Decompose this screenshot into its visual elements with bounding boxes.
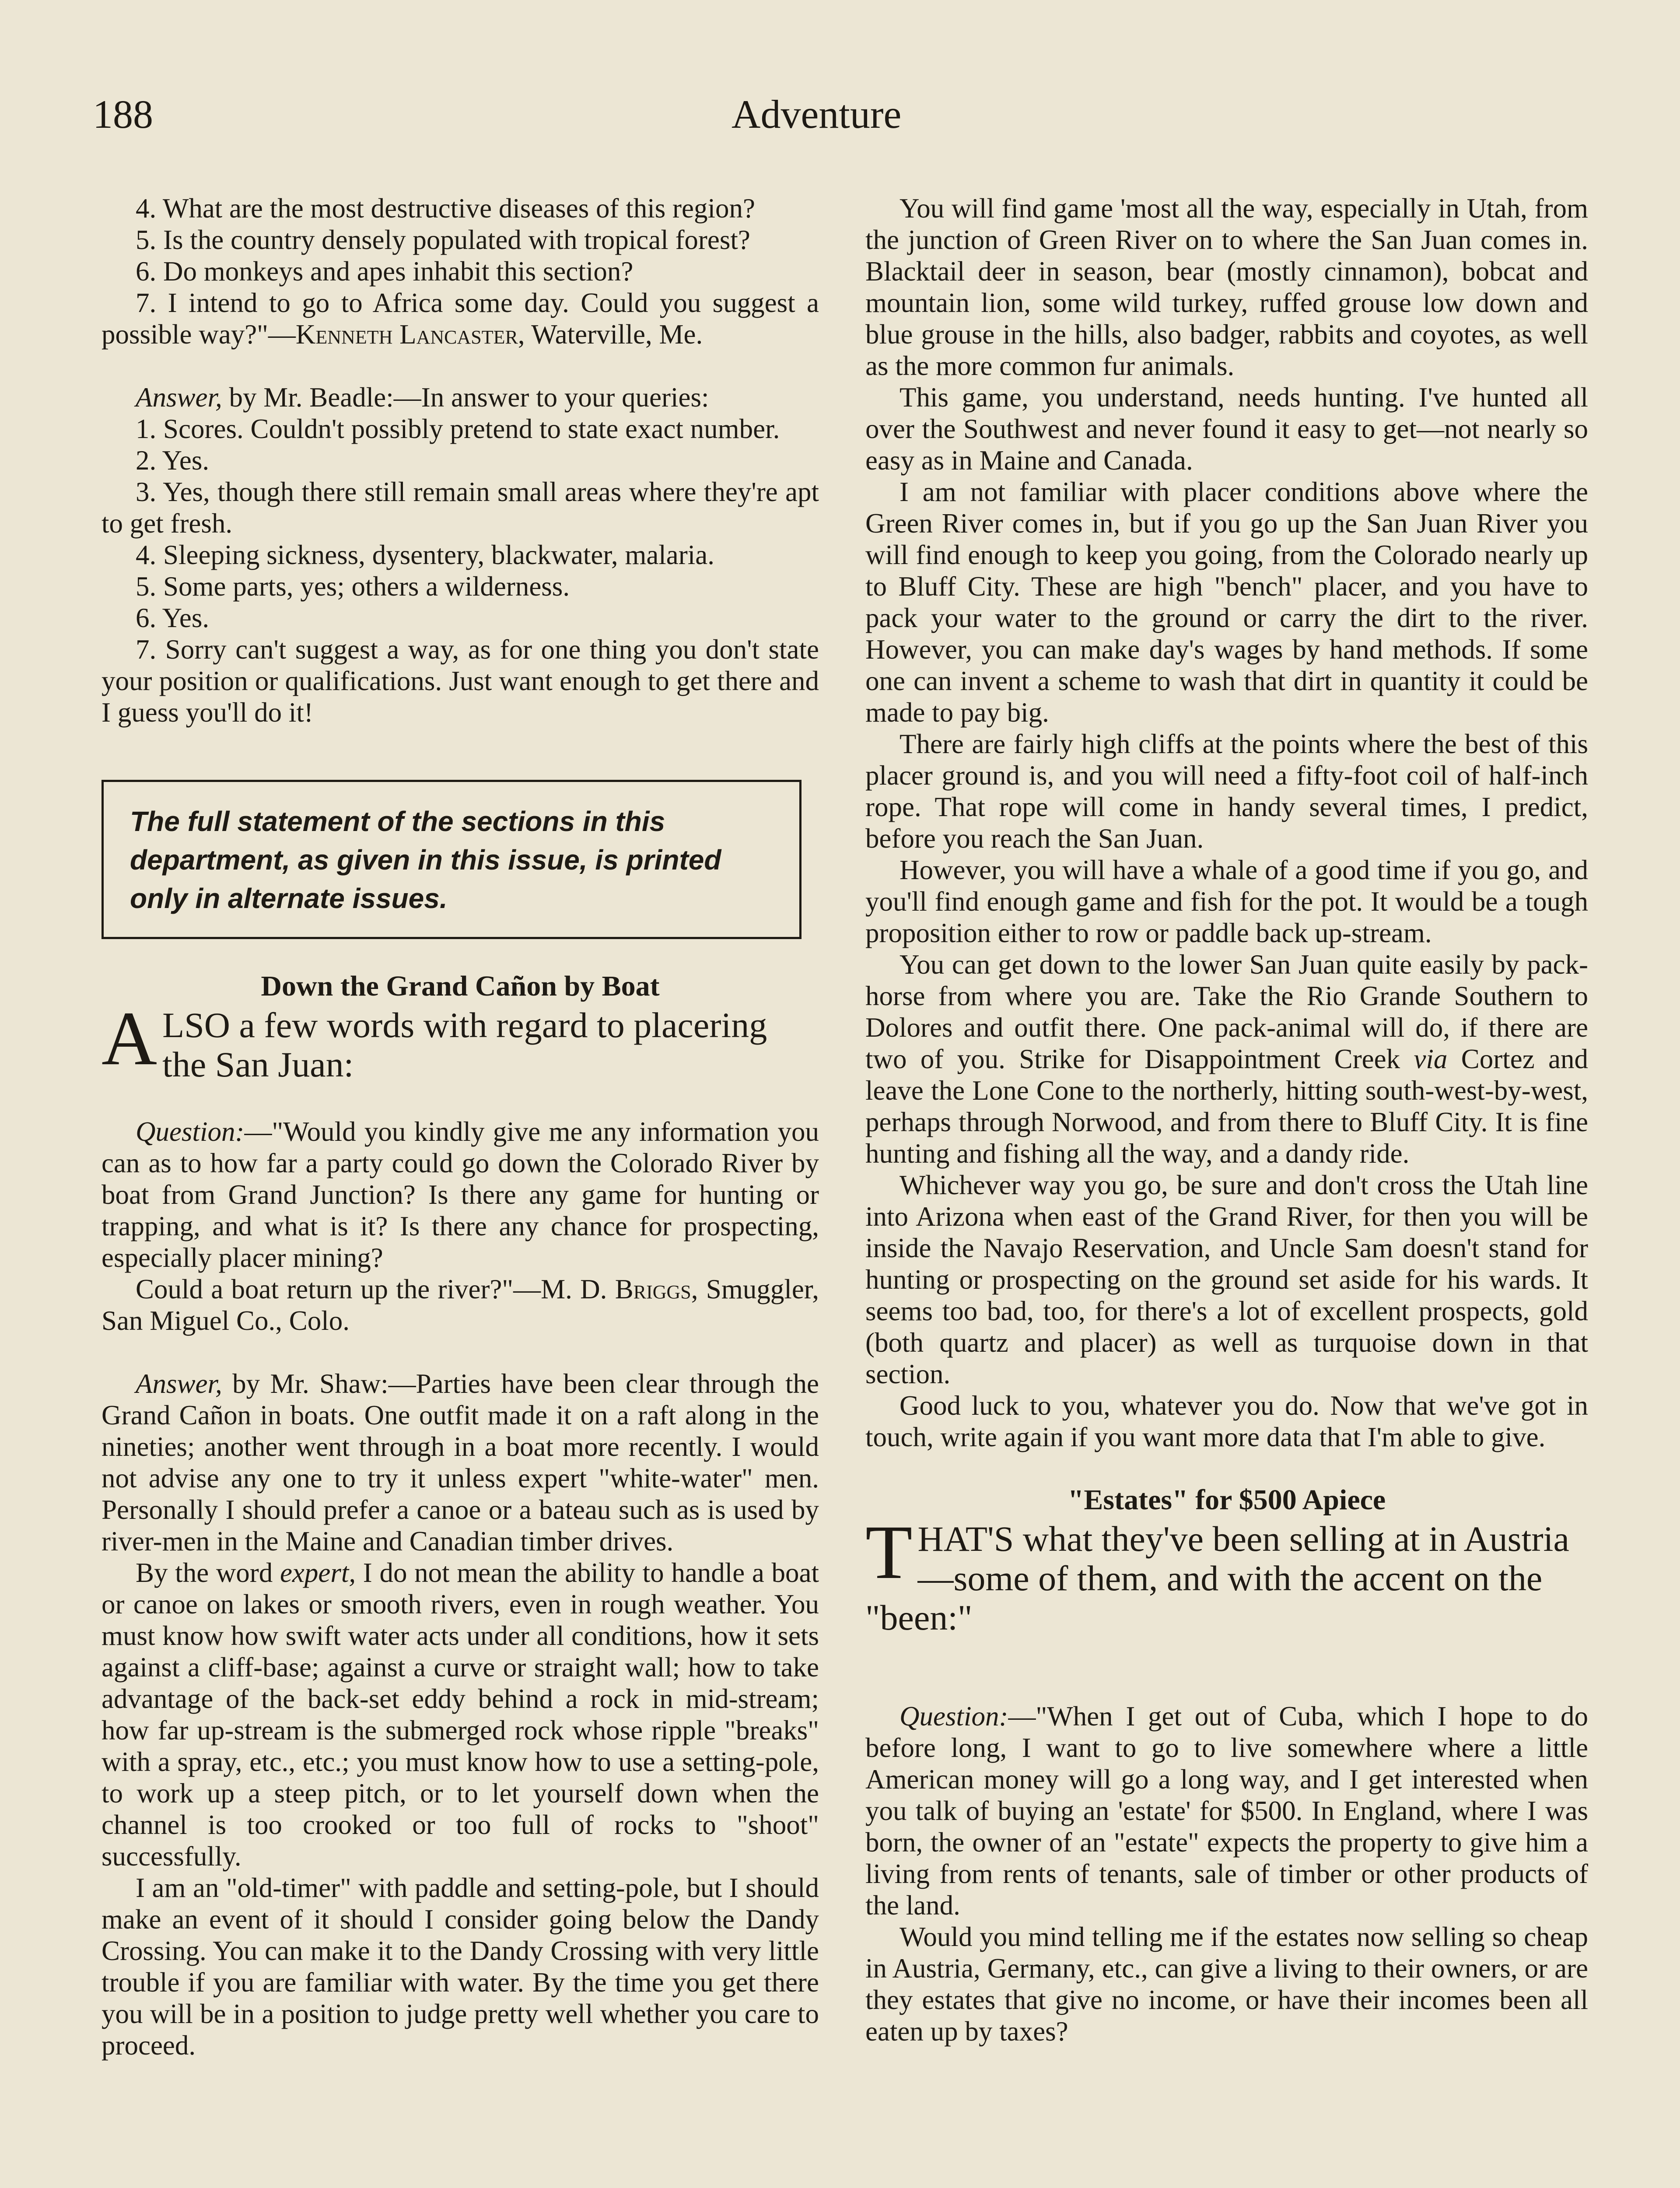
answer-paragraph-2-rest: I do not mean the ability to handle a boat or canoe on lakes or smooth rivers, even in rough weather. You must know how swift water acts under all conditions, how it sets against a cliff-base; against a curve or straight wall; how to take advantage of the back-set eddy behind a rock in mid-stream; how far up-stream is the submerged rock whose ripple "breaks" with a spray, etc., etc.; you must know how to use a setting-pole, to work up a steep pitch, or to let yourself down when the channel is too crooked or too full of rocks to "shoot" successfully. [102, 1557, 819, 1872]
estates-intro [865, 1510, 1588, 1637]
question-place: Smuggler, San Miguel Co., Colo. [102, 1274, 819, 1336]
question-return [102, 1273, 819, 1336]
right-paragraph-1: You will find game 'most all the way, especially in Utah, from the junction of Green River on to where the San Juan comes in. Blacktail deer in season, bear (mostly cinnamon), bobcat and mountain lion, some wild turkey, ruffed grouse low down and blue grouse in the hills, also badger, rabbits and coyotes, as well as the more common fur animals. [865, 193, 1588, 381]
answer-paragraph-2-start: By the word [136, 1557, 280, 1588]
expert-word: expert, [280, 1557, 356, 1588]
right-paragraph-2: This game, you understand, needs hunting. I've hunted all over the Southwest and never found it easy to get—not nearly so easy as in Maine and Canada. [865, 382, 1588, 476]
section-intro-text: LSO a few words with regard to placering the San Juan: [162, 1005, 767, 1084]
question-return-text: Could a boat return up the river?"— [136, 1274, 541, 1304]
answer-7: 7. Sorry can't suggest a way, as for one thing you don't state your position or qualifications. Just want enough to get there and I guess you'll do it! [102, 634, 819, 728]
question-7-text: 7. I intend to go to Africa some day. Could you suggest a possible way?"— [102, 288, 819, 350]
via-word: via [1414, 1044, 1448, 1074]
answer-intro-text: by Mr. Beadle:—In answer to your queries: [222, 382, 709, 413]
right-paragraph-6-start: You can get down to the lower San Juan quite easily by pack-horse from where you are. Take the Rio Grande Southern to Dolores and outfit there. One pack-animal will do, if there are two of you. Strike for Disappointment Creek [865, 949, 1588, 1074]
answer-intro [102, 382, 819, 413]
estates-question [865, 1701, 1588, 1921]
section-heading-grand-canon: Down the Grand Cañon by Boat [261, 970, 660, 1002]
right-paragraph-6-rest: Cortez and leave the Lone Cone to the northerly, hitting south-west-by-west, perhaps through Norwood, and from there to Bluff City. It is fine hunting and fishing all the way, and a dandy ride. [865, 1044, 1588, 1169]
question-paragraph [102, 1116, 819, 1273]
question-4: 4. What are the most destructive diseases of this region? [136, 193, 755, 224]
question-7-author: Kenneth Lancaster, [295, 319, 525, 350]
section-heading-estates: "Estates" for $500 Apiece [1068, 1484, 1386, 1516]
answer-paragraph-2 [102, 1557, 819, 1872]
answer-3: 3. Yes, though there still remain small areas where they're apt to get fresh. [102, 477, 819, 539]
right-paragraph-6 [865, 949, 1588, 1169]
estates-question-text: —"When I get out of Cuba, which I hope to do before long, I want to go to live somewhere where a little American money will go a long way, and I get interested when you talk of buying an 'estate' for $500. In England, where I was born, the owner of an "estate" expects the property to give him a living from rents of tenants, sale of timber or other products of the land. [865, 1701, 1588, 1921]
question-5: 5. Is the country densely populated with tropical forest? [136, 224, 750, 255]
left-column [102, 193, 819, 2061]
answer-paragraph-1-text: by Mr. Shaw:—Parties have been clear through the Grand Cañon in boats. One outfit made it on a raft along in the nineties; another went through in a boat more recently. I would not advise any one to try it unless expert "white-water" men. Personally I should prefer a canoe or a bateau such as is used by river-men in the Maine and Canadian timber drives. [102, 1368, 819, 1557]
right-paragraph-5: However, you will have a whale of a good time if you go, and you'll find enough game and fish for the pot. It would be a tough proposition either to row or paddle back up-stream. [865, 855, 1588, 948]
notice-box: The full statement of the sections in this department, as given in this issue, is printed only in alternate issues. [102, 780, 802, 939]
question-7 [102, 287, 819, 350]
page-number: 188 [93, 92, 153, 137]
right-paragraph-7: Whichever way you go, be sure and don't cross the Utah line into Arizona when east of the Grand River, for then you will be inside the Navajo Reservation, and Uncle Sam doesn't stand for hunting or prospecting on the ground set aside for his wards. It seems too bad, too, for there's a lot of excellent prospects, gold (both quartz and placer) as well as turquoise down in that section. [865, 1170, 1588, 1389]
question-6: 6. Do monkeys and apes inhabit this section? [136, 256, 634, 287]
answer-5: 5. Some parts, yes; others a wilderness. [136, 571, 570, 602]
answer-4: 4. Sleeping sickness, dysentery, blackwater, malaria. [136, 540, 714, 570]
answer-2: 2. Yes. [136, 445, 210, 476]
right-paragraph-3: I am not familiar with placer conditions above where the Green River comes in, but if you go up the San Juan River you will find enough to keep you going, from the Colorado nearly up to Bluff City. These are high "bench" placer, and you have to pack your water to the ground or carry the dirt to the river. However, you can make day's wages by hand methods. If some one can invent a scheme to wash that dirt in quantity it could be made to pay big. [865, 477, 1588, 728]
question-7-place: Waterville, Me. [525, 319, 703, 350]
question-text: —"Would you kindly give me any information you can as to how far a party could go down the Colorado River by boat from Grand Junction? Is there any game for hunting or trapping, and what is it? Is there any chance for prospecting, especially placer mining? [102, 1116, 819, 1273]
estates-intro-text: HAT'S what they've been selling at in Austria—some of them, and with the accent on the "been:" [865, 1519, 1569, 1637]
right-paragraph-8: Good luck to you, whatever you do. Now that we've got in touch, write again if you want more data that I'm able to give. [865, 1390, 1588, 1452]
answer-shaw-label: Answer, [136, 1368, 222, 1399]
answer-1: 1. Scores. Couldn't possibly pretend to state exact number. [136, 414, 780, 444]
running-title: Adventure [732, 92, 902, 137]
estates-question-label: Question: [900, 1701, 1008, 1732]
answer-paragraph-3: I am an "old-timer" with paddle and setting-pole, but I should make an event of it should I consider going below the Dandy Crossing. You can make it to the Dandy Crossing with very little trouble if you are familiar with water. By the time you get there you will be in a position to judge pretty well whether you care to proceed. [102, 1872, 819, 2061]
answer-label: Answer, [136, 382, 222, 413]
answer-paragraph-1 [102, 1368, 819, 1557]
right-column [865, 193, 1588, 2047]
question-author: M. D. Briggs, [541, 1274, 698, 1304]
section-intro [102, 996, 819, 1084]
estates-question-2: Would you mind telling me if the estates now selling so cheap in Austria, Germany, etc., can give a living to their owners, or are they estates that give no income, or have their incomes been all eaten up by taxes? [865, 1922, 1588, 2047]
right-paragraph-4: There are fairly high cliffs at the points where the best of this placer ground is, and you will need a fifty-foot coil of half-inch rope. That rope will come in handy several times, I predict, before you reach the San Juan. [865, 729, 1588, 854]
answer-6: 6. Yes. [136, 603, 210, 633]
question-label: Question: [136, 1116, 245, 1147]
drop-cap: A [102, 996, 158, 1081]
drop-cap-estates: T [865, 1510, 913, 1595]
